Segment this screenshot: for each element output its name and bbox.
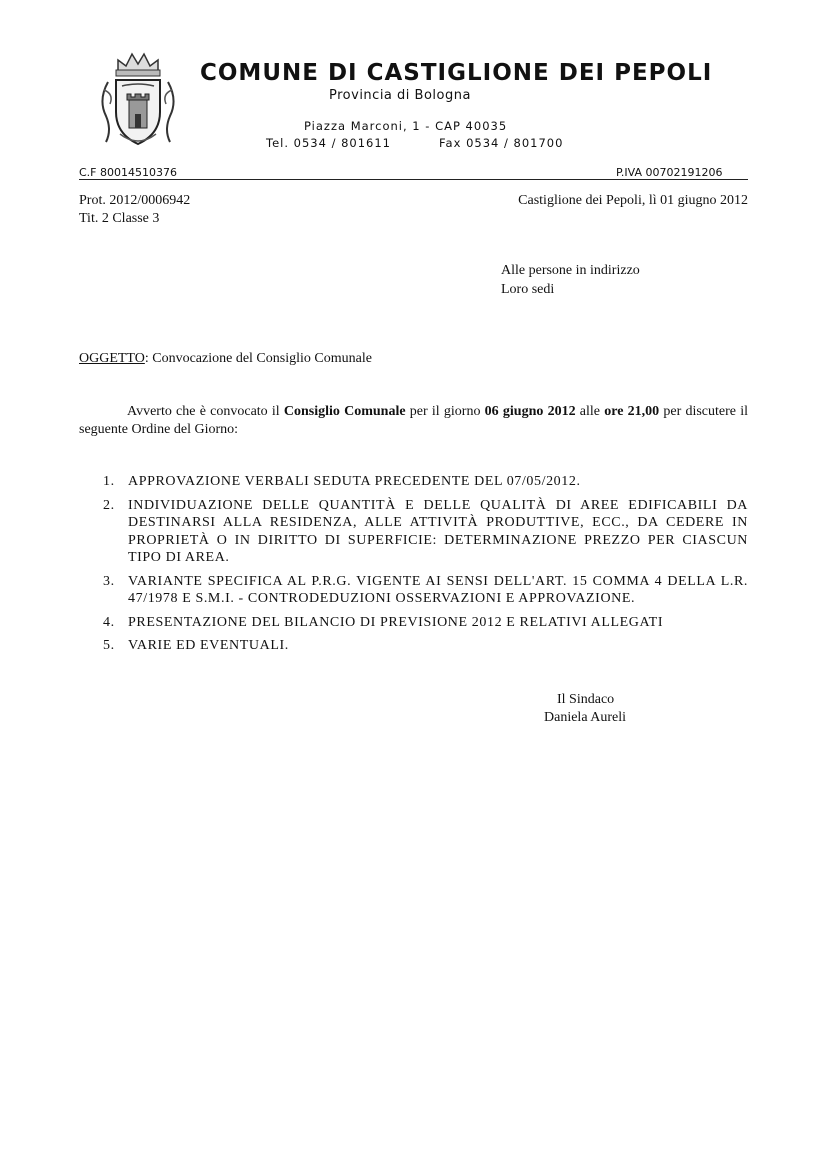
agenda-item-number: 3. <box>103 573 115 589</box>
meeting-time: ore 21,00 <box>604 404 660 419</box>
place-date: Castiglione dei Pepoli, lì 01 giugno 2012 <box>518 193 748 208</box>
fiscal-code: C.F 80014510376 <box>79 166 177 179</box>
body-text: alle <box>575 404 605 419</box>
agenda-item-text: VARIANTE SPECIFICA AL P.R.G. VIGENTE AI SENSI DELL'ART. 15 COMMA 4 DELLA L.R. 47/1978 E S.M.I. - CONTRODEDUZIONI OSSERVAZIONI E APPROVAZIONE. <box>128 573 748 606</box>
agenda-item-number: 1. <box>103 474 115 489</box>
province: Provincia di Bologna <box>329 88 471 103</box>
classification: Tit. 2 Classe 3 <box>79 211 160 226</box>
agenda-item-text: INDIVIDUAZIONE DELLE QUANTITÀ E DELLE QUALITÀ DI AREE EDIFICABILI DA DESTINARSI ALLA RESIDENZA, ALLE ATTIVITÀ PRODUTTIVE, ECC., DA CEDERE IN PROPRIETÀ O IN DIRITTO DI SUPERFICIE: DETERMINAZIONE PREZZO PER CIASCUN TIPO DI AREA. <box>128 497 748 565</box>
coat-of-arms-icon <box>96 50 180 150</box>
org-title: COMUNE DI CASTIGLIONE DEI PEPOLI <box>200 60 713 86</box>
agenda-item <box>79 497 748 567</box>
agenda-item-text: PRESENTAZIONE DEL BILANCIO DI PREVISIONE 2012 E RELATIVI ALLEGATI <box>128 614 664 630</box>
agenda-item <box>79 637 748 655</box>
telephone: Tel. 0534 / 801611 <box>266 136 392 150</box>
agenda-item-number: 4. <box>103 614 115 630</box>
meeting-date: 06 giugno 2012 <box>484 404 576 419</box>
vat-number: P.IVA 00702191206 <box>616 166 723 179</box>
header-divider <box>79 179 748 180</box>
fax: Fax 0534 / 801700 <box>439 136 564 150</box>
agenda-item-text: VARIE ED EVENTUALI. <box>128 638 289 653</box>
signer-name: Daniela Aureli <box>544 710 627 725</box>
agenda-item <box>79 614 748 632</box>
agenda-item-text: APPROVAZIONE VERBALI SEDUTA PRECEDENTE DEL 07/05/2012. <box>128 474 581 489</box>
agenda-item <box>79 473 748 491</box>
subject-text: : Convocazione del Consiglio Comunale <box>144 351 372 366</box>
body-text: Avverto che è convocato il <box>127 404 284 419</box>
subject <box>79 351 372 367</box>
agenda-list <box>79 473 748 661</box>
signer-role: Il Sindaco <box>557 692 615 707</box>
protocol-number: Prot. 2012/0006942 <box>79 193 191 208</box>
addressee-line: Loro sedi <box>501 282 555 297</box>
council-name: Consiglio Comunale <box>283 404 406 419</box>
address: Piazza Marconi, 1 - CAP 40035 <box>304 119 508 133</box>
body-text: per il giorno <box>405 404 485 419</box>
agenda-item <box>79 573 748 608</box>
body-paragraph <box>79 403 748 439</box>
agenda-item-number: 5. <box>103 638 115 653</box>
addressee-line: Alle persone in indirizzo <box>501 263 640 278</box>
agenda-item-number: 2. <box>103 497 115 513</box>
subject-label: OGGETTO <box>79 351 145 366</box>
body-text: per discutere il seguente Ordine del Giorno: <box>79 404 748 437</box>
